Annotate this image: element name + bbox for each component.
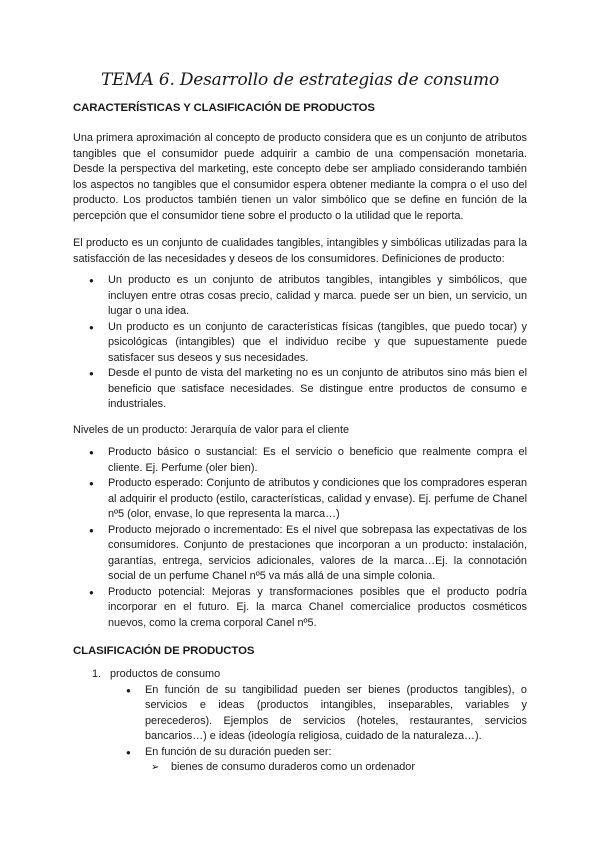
list-item: ● Producto básico o sustancial: Es el servicio o beneficio que realmente compra el cliente. Ej. Perfume (oler bien). [108, 445, 527, 476]
list-item: ● Un producto es un conjunto de atributos tangibles, intangibles y simbólicos, que incluyen entre otras cosas precio, calidad y marca. puede ser un bien, un servicio, un lugar o una idea. [108, 273, 527, 320]
levels-intro: Niveles de un producto: Jerarquía de valor para el cliente [73, 423, 350, 436]
section-heading-clasificacion: CLASIFICACIÓN DE PRODUCTOS [73, 645, 255, 657]
document-title: TEMA 6. Desarrollo de estrategias de consumo [101, 70, 499, 90]
list-number: 1. [92, 668, 102, 680]
list-item [92, 667, 527, 776]
definitions-list [73, 273, 527, 413]
list-item: ● En función de su tangibilidad pueden ser bienes (productos tangibles), o servicios e ideas (productos intangibles, inseparables, variables y perecederos). Ejemplos de servicios (hoteles, restaurantes, servicios bancarios…) e ideas (ideología religiosa, cuidado de la naturaleza…). [145, 683, 527, 745]
classification-list [73, 667, 527, 776]
paragraph-definition: El producto es un conjunto de cualidades tangibles, intangibles y simbólicas utilizadas para la satisfacción de las necesidades y deseos de los consumidores. Definiciones de producto: [73, 237, 527, 265]
list-item [145, 745, 527, 776]
list-item: ● Producto potencial: Mejoras y transformaciones posibles que el producto podría incorporar en el futuro. Ej. la marca Chanel comercialice productos cosméticos nuevos, como la crema corporal Canel nº5. [108, 585, 527, 632]
list-item: ● Producto esperado: Conjunto de atributos y condiciones que los compradores esperan al adquirir el producto (estilo, características, calidad y envase). Ej. perfume de Chanel nº5 (olor, envase, lo que representa la marca…) [108, 476, 527, 523]
list-item: ● Producto mejorado o incrementado: Es el nivel que sobrepasa las expectativas de los consumidores. Conjunto de prestaciones que incorporan a un producto: instalación, garantías, entrega, servicios adicionales, valores de la marca…Ej. la connotación social de un perfume Chanel nº5 va más allá de una simple colonia. [108, 523, 527, 585]
arrow-list [145, 760, 527, 776]
list-item-label: En función de su duración pueden ser: [145, 745, 332, 758]
list-item: ● Desde el punto de vista del marketing no es un conjunto de atributos sino más bien el beneficio que satisface necesidades. Se distingue entre productos de consumo e industriales. [108, 366, 527, 413]
sub-bullet-list [110, 683, 527, 776]
paragraph-intro: Una primera aproximación al concepto de producto considera que es un conjunto de atributos tangibles que el consumidor puede adquirir a cambio de una compensación monetaria. Desde la perspectiva del marketing, este concepto debe ser ampliado considerando también los aspectos no tangibles que el consumidor espera obtener mediante la compra o el uso del producto. Los productos también tienen un valor simbólico que se define en función de la percepción que el consumidor tiene sobre el producto o la utilidad que le reporta. [73, 132, 527, 222]
list-item: ● Un producto es un conjunto de características físicas (tangibles, que puedo tocar) y psicológicas (intangibles) que el individuo recibe y que supuestamente puede satisfacer sus deseos y sus necesidades. [108, 320, 527, 367]
section-heading-caracteristicas: CARACTERÍSTICAS Y CLASIFICACIÓN DE PRODUCTOS [73, 102, 375, 114]
list-item: ➢ bienes de consumo duraderos como un ordenador [171, 760, 527, 776]
levels-list [73, 445, 527, 631]
list-item-label: productos de consumo [110, 668, 221, 680]
